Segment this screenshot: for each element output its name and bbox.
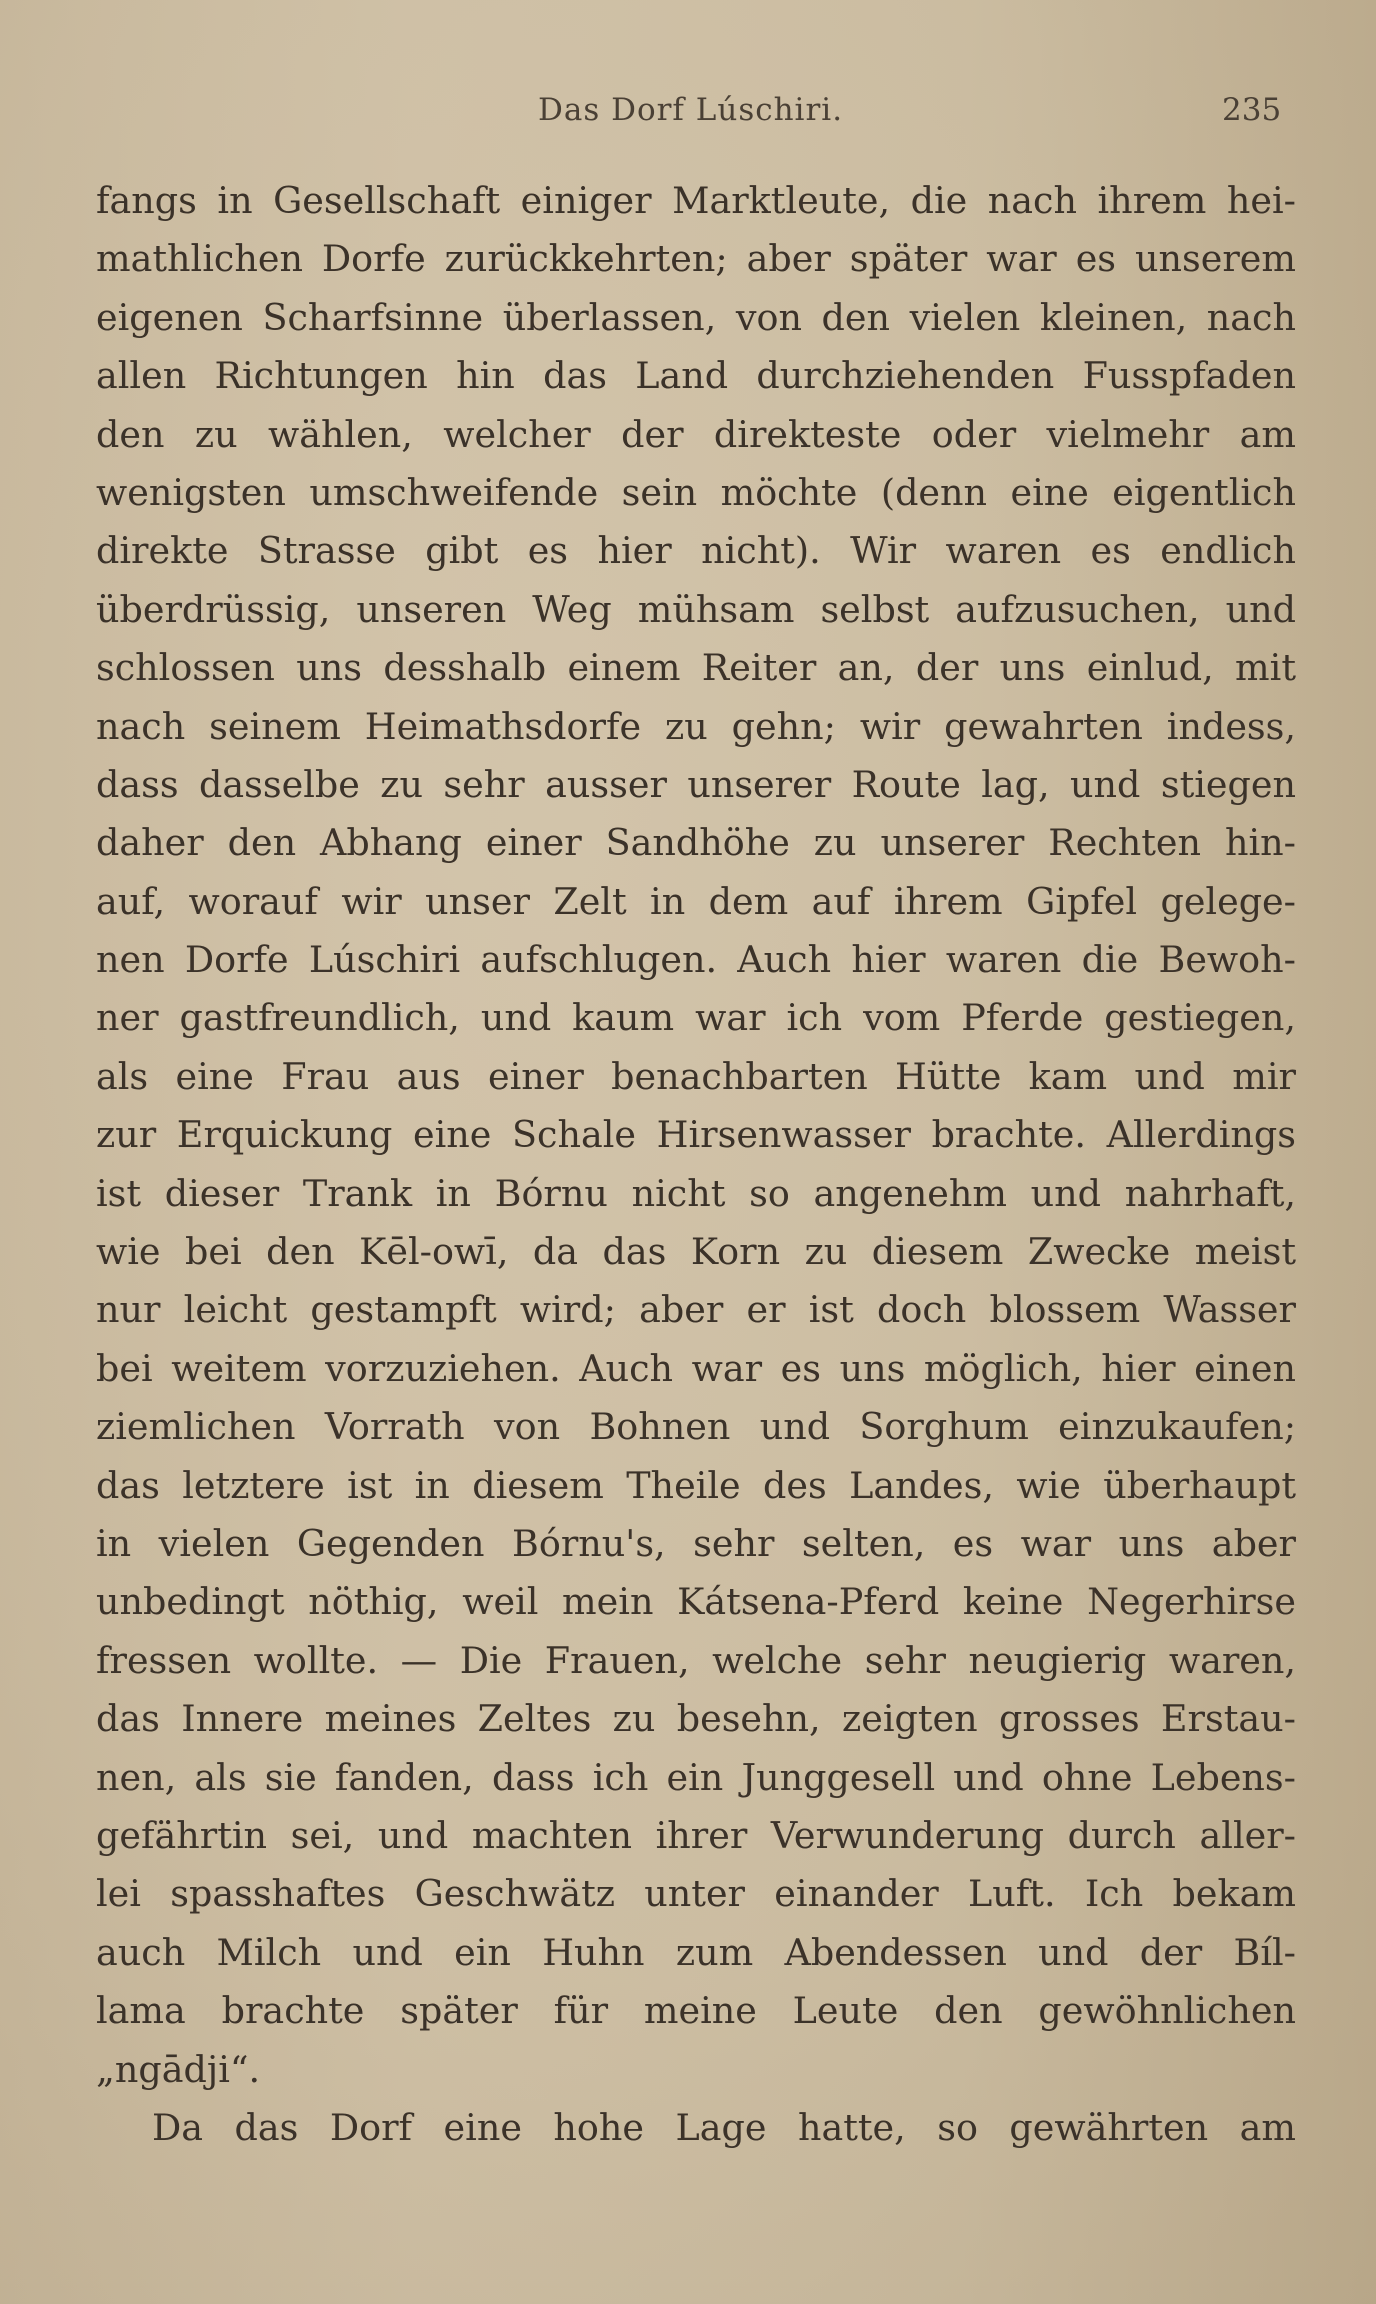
text-line: schlossen uns desshalb einem Reiter an, der uns einlud, mit bbox=[96, 646, 1296, 690]
text-line: wie bei den Kēl-owī, da das Korn zu diesem Zwecke meist bbox=[96, 1230, 1296, 1274]
text-line: Da das Dorf eine hohe Lage hatte, so gewährten am bbox=[152, 2105, 1296, 2149]
text-line: daher den Abhang einer Sandhöhe zu unserer Rechten hin- bbox=[96, 821, 1296, 865]
text-line: ner gastfreundlich, und kaum war ich vom Pferde gestiegen, bbox=[96, 996, 1296, 1040]
running-head bbox=[0, 92, 1376, 142]
running-title: Das Dorf Lúschiri. bbox=[538, 92, 844, 128]
text-line: bei weitem vorzuziehen. Auch war es uns möglich, hier einen bbox=[96, 1346, 1296, 1390]
text-line: mathlichen Dorfe zurückkehrten; aber später war es unserem bbox=[96, 237, 1296, 281]
text-line: dass dasselbe zu sehr ausser unserer Route lag, und stiegen bbox=[96, 762, 1296, 806]
text-line: lama brachte später für meine Leute den gewöhnlichen bbox=[96, 1989, 1296, 2033]
text-line: in vielen Gegenden Bórnu's, sehr selten, es war uns aber bbox=[96, 1521, 1296, 1565]
text-line: „ngādji“. bbox=[96, 2047, 261, 2091]
text-line: nen, als sie fanden, dass ich ein Junggesell und ohne Lebens- bbox=[96, 1755, 1296, 1799]
text-line: ist dieser Trank in Bórnu nicht so angenehm und nahrhaft, bbox=[96, 1171, 1296, 1215]
text-line: auch Milch und ein Huhn zum Abendessen und der Bíl- bbox=[96, 1930, 1296, 1974]
text-line: unbedingt nöthig, weil mein Kátsena-Pferd keine Negerhirse bbox=[96, 1580, 1296, 1624]
text-line: fressen wollte. — Die Frauen, welche sehr neugierig waren, bbox=[96, 1638, 1296, 1682]
text-line: fangs in Gesellschaft einiger Marktleute, die nach ihrem hei- bbox=[96, 179, 1296, 222]
text-line: nur leicht gestampft wird; aber er ist doch blossem Wasser bbox=[96, 1288, 1296, 1332]
text-line: direkte Strasse gibt es hier nicht). Wir waren es endlich bbox=[96, 529, 1296, 573]
text-line: nach seinem Heimathsdorfe zu gehn; wir gewahrten indess, bbox=[96, 704, 1296, 748]
text-line: allen Richtungen hin das Land durchziehenden Fusspfaden bbox=[96, 354, 1296, 398]
text-line: den zu wählen, welcher der direkteste oder vielmehr am bbox=[96, 412, 1296, 456]
text-line: eigenen Scharfsinne überlassen, von den vielen kleinen, nach bbox=[96, 295, 1296, 339]
text-line: auf, worauf wir unser Zelt in dem auf ihrem Gipfel gelege- bbox=[96, 879, 1296, 923]
text-line: ziemlichen Vorrath von Bohnen und Sorghum einzukaufen; bbox=[96, 1405, 1296, 1449]
text-line: das letztere ist in diesem Theile des Landes, wie überhaupt bbox=[96, 1463, 1296, 1507]
text-line: das Innere meines Zeltes zu besehn, zeigten grosses Erstau- bbox=[96, 1697, 1296, 1741]
text-line: lei spasshaftes Geschwätz unter einander Luft. Ich bekam bbox=[96, 1872, 1296, 1916]
text-line: als eine Frau aus einer benachbarten Hütte kam und mir bbox=[96, 1054, 1296, 1098]
text-line: zur Erquickung eine Schale Hirsenwasser brachte. Allerdings bbox=[96, 1113, 1296, 1157]
text-line: gefährtin sei, und machten ihrer Verwunderung durch aller- bbox=[96, 1813, 1296, 1857]
text-line: nen Dorfe Lúschiri aufschlugen. Auch hier waren die Bewoh- bbox=[96, 938, 1296, 982]
text-line: überdrüssig, unseren Weg mühsam selbst aufzusuchen, und bbox=[96, 587, 1296, 631]
page-number: 235 bbox=[1222, 92, 1282, 128]
body-text bbox=[96, 172, 1296, 2157]
text-line: wenigsten umschweifende sein möchte (denn eine eigentlich bbox=[96, 470, 1296, 514]
